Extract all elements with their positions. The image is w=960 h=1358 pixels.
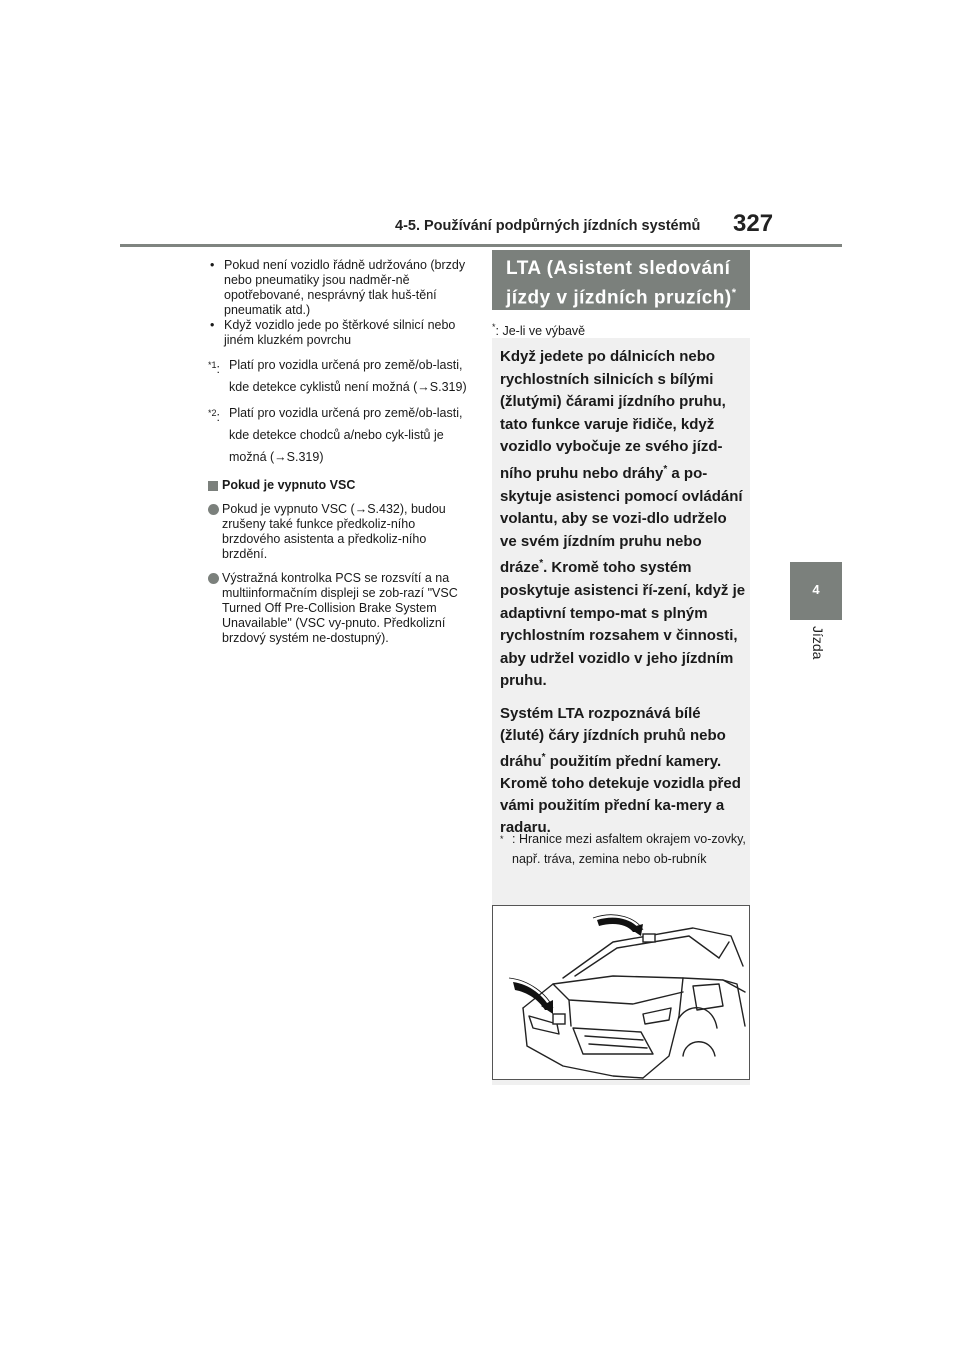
section-title: 4-5. Používání podpůrných jízdních systémů bbox=[395, 218, 701, 234]
footnote-text: Platí pro vozidla určená pro země/ob-lasti, kde detekce chodců a/nebo cyk-listů je možná (→S.319) bbox=[229, 406, 463, 464]
bullet-icon: • bbox=[210, 258, 215, 272]
list-item bbox=[208, 318, 470, 348]
circle-bullet-icon bbox=[208, 573, 219, 584]
list-item bbox=[208, 502, 470, 562]
bullet-text: Pokud není vozidlo řádně udržováno (brzdy nebo pneumatiky jsou nadměr-ně opotřebované, nesprávný tlak huš-tění pneumatik atd.) bbox=[224, 258, 466, 317]
square-bullet-icon bbox=[208, 481, 218, 491]
footnote-mark: $^{*2}$: bbox=[208, 408, 221, 425]
bullet-icon: • bbox=[210, 318, 215, 332]
list-item bbox=[208, 258, 470, 318]
left-column bbox=[208, 258, 470, 646]
footnote-mark: $^{*1}$: bbox=[208, 360, 221, 377]
list-item bbox=[208, 571, 470, 646]
item-text: Výstražná kontrolka PCS se rozsvítí a na multiinformačním displeji se zob-razí "VSC Turned Off Pre-Collision Brake System Unavailable" (VSC vy-pnuto. Předkolizní brzdový systém ne-dostupný). bbox=[222, 571, 458, 645]
chapter-name: Jízda bbox=[810, 626, 826, 660]
lta-paragraph-2: Systém LTA rozpoznává bílé (žluté) čáry jízdních pruhů nebo dráhu* použitím přední kamery. Kromě toho detekuje vozidla před vámi použitím přední ka-mery a radaru. bbox=[500, 704, 741, 836]
footnote-text: Platí pro vozidla určená pro země/ob-lasti, kde detekce cyklistů není možná (→S.319) bbox=[229, 358, 467, 394]
lta-title: LTA (Asistent sledování jízdy v jízdních pruzích)* bbox=[506, 258, 737, 309]
vehicle-illustration bbox=[492, 905, 750, 1080]
lta-paragraph-1: Když jedete po dálnicích nebo rychlostních silnicích s bílými (žlutými) čárami jízdního pruhu, tato funkce varuje řidiče, když vozidlo vybočuje ze svého jízd-ního pruhu nebo dráhy* a po-skytuje asistenci pomocí ovládání volantu, aby se vozi-dlo udrželo ve svém jízdním pruhu nebo dráze*. Kromě toho systém poskytuje asistenci ří-zení, když je adaptivní tempo-mat s plným rychlostním rozsahem v činnosti, aby udržel vozidlo v jeho jízdním pruhu. bbox=[500, 348, 746, 690]
footnote-item bbox=[208, 354, 470, 398]
footnote-item bbox=[208, 402, 470, 468]
item-text: Pokud je vypnuto VSC (→S.432), budou zrušeny také funkce předkoliz-ního brzdového asistenta a předkoliz-ního brzdění. bbox=[222, 502, 446, 561]
chapter-number: 4 bbox=[812, 582, 820, 597]
subheading: Pokud je vypnuto VSC bbox=[208, 478, 470, 493]
vehicle-sensor-diagram bbox=[493, 906, 749, 1079]
header-divider bbox=[120, 244, 842, 247]
bullet-text: Když vozidlo jede po štěrkové silnicí nebo jiném kluzkém povrchu bbox=[224, 318, 456, 347]
lta-description bbox=[500, 346, 746, 839]
equipment-note: *: Je-li ve výbavě bbox=[492, 322, 586, 339]
page-number: 327 bbox=[733, 210, 774, 237]
lta-footnote: * : Hranice mezi asfaltem okrajem vo-zovky, např. tráva, zemina nebo ob-rubník bbox=[500, 832, 746, 866]
circle-bullet-icon bbox=[208, 504, 219, 515]
